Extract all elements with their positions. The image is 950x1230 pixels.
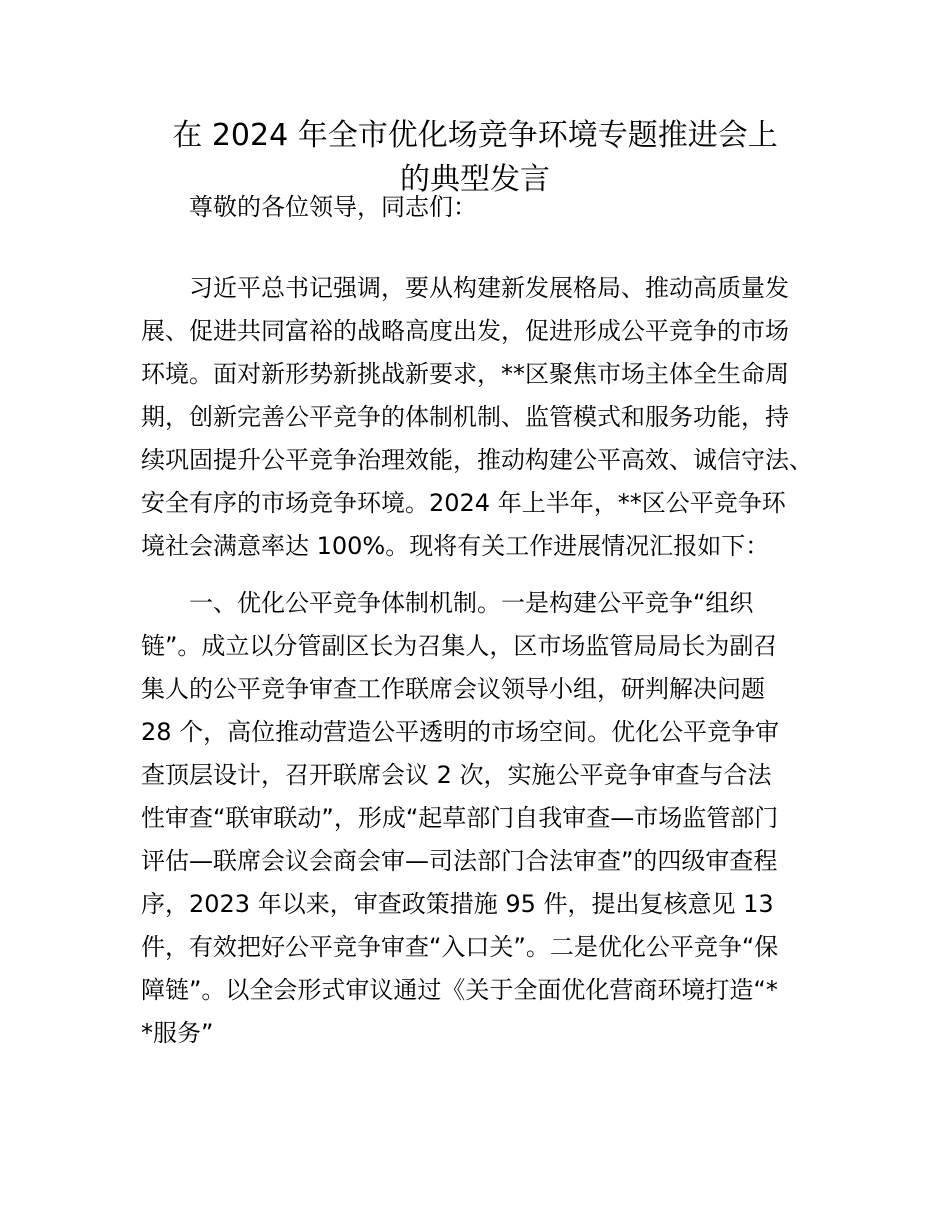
paragraph-2-line: 查顶层设计，召开联席会议 2 次，实施公平竞争审查与合法 <box>141 761 772 789</box>
paragraph-2-line: 一、优化公平竞争体制机制。一是构建公平竞争“组织 <box>189 589 754 617</box>
paragraph-1-line: 续巩固提升公平竞争治理效能，推动构建公平高效、诚信守法、 <box>141 446 813 474</box>
paragraph-1-line: 境社会满意率达 100%。现将有关工作进展情况汇报如下： <box>141 532 770 560</box>
paragraph-1-line: 安全有序的市场竞争环境。2024 年上半年，**区公平竞争环 <box>141 489 786 517</box>
paragraph-1-line: 期，创新完善公平竞争的体制机制、监管模式和服务功能，持 <box>141 403 789 431</box>
paragraph-2-line: 性审查“联审联动”，形成“起草部门自我审查—市场监管部门 <box>141 804 779 832</box>
paragraph-2-line: 集人的公平竞争审查工作联席会议领导小组，研判解决问题 <box>141 675 765 703</box>
paragraph-1-line: 习近平总书记强调，要从构建新发展格局、推动高质量发 <box>189 274 789 302</box>
document-title-line-2: 的典型发言 <box>400 162 550 197</box>
paragraph-2-line: 28 个，高位推动营造公平透明的市场空间。优化公平竞争审 <box>141 718 780 746</box>
paragraph-1-line: 环境。面对新形势新挑战新要求，**区聚焦市场主体全生命周 <box>141 360 789 388</box>
paragraph-2-line: 件，有效把好公平竞争审查“入口关”。二是优化公平竞争“保 <box>141 933 779 961</box>
paragraph-2-line: 障链”。以全会形式审议通过《关于全面优化营商环境打造“* <box>141 976 778 1004</box>
document-title-line-1: 在 2024 年全市优化场竞争环境专题推进会上 <box>172 118 778 153</box>
paragraph-2-line: *服务” <box>141 1019 214 1047</box>
paragraph-1-line: 展、促进共同富裕的战略高度出发，促进形成公平竞争的市场 <box>141 317 789 345</box>
salutation: 尊敬的各位领导，同志们： <box>189 193 477 221</box>
paragraph-2-line: 序，2023 年以来，审查政策措施 95 件，提出复核意见 13 <box>141 890 774 918</box>
paragraph-2-line: 评估—联席会议会商会审—司法部门合法审查”的四级审查程 <box>141 847 778 875</box>
paragraph-2-line: 链”。成立以分管副区长为召集人，区市场监管局局长为副召 <box>141 632 778 660</box>
